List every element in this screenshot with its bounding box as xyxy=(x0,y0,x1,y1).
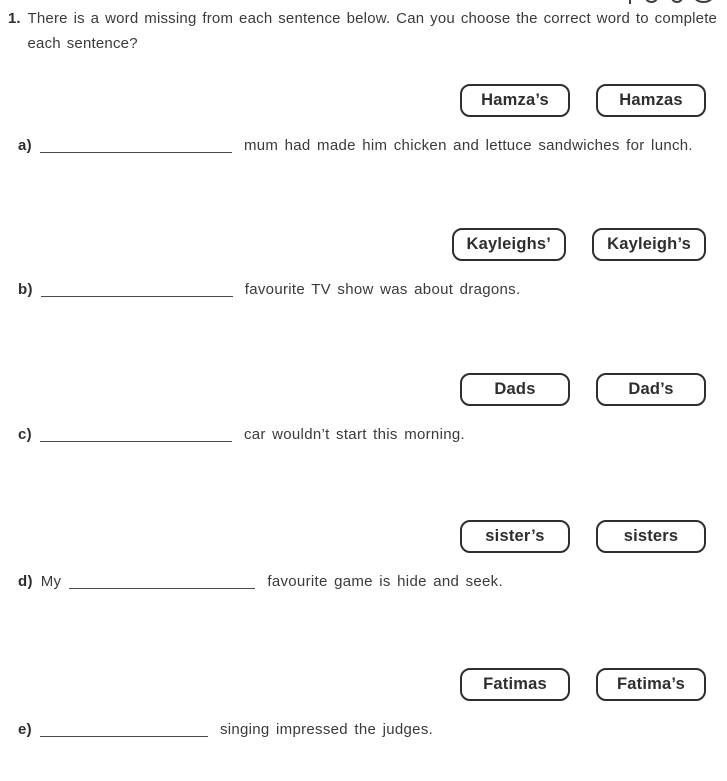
option-box-fatimas-possessive[interactable]: Fatima’s xyxy=(596,668,706,701)
option-box-sisters-possessive[interactable]: sister’s xyxy=(460,520,570,553)
sentence-line-a xyxy=(18,137,693,154)
option-group-d xyxy=(460,520,706,553)
sentence-text: singing impressed the judges. xyxy=(219,721,434,738)
option-group-b xyxy=(452,228,706,261)
answer-blank[interactable] xyxy=(40,735,208,737)
option-group-a xyxy=(460,84,706,117)
option-box-hamzas[interactable]: Hamzas xyxy=(596,84,706,117)
question-number: 1. xyxy=(8,10,21,27)
answer-blank[interactable] xyxy=(41,295,233,297)
question-item-d xyxy=(0,520,727,612)
option-group-e xyxy=(460,668,706,701)
answer-blank[interactable] xyxy=(40,440,232,442)
sentence-line-c xyxy=(18,426,465,443)
question-item-c xyxy=(0,373,727,465)
option-box-sisters[interactable]: sisters xyxy=(596,520,706,553)
option-group-c xyxy=(460,373,706,406)
item-letter: a) xyxy=(18,137,32,154)
option-box-fatimas[interactable]: Fatimas xyxy=(460,668,570,701)
cropped-glyph-artifact xyxy=(629,0,631,4)
question-item-b xyxy=(0,228,727,320)
item-letter: b) xyxy=(18,281,33,298)
answer-blank[interactable] xyxy=(40,151,232,153)
option-box-kayleighs-plural[interactable]: Kayleighs’ xyxy=(452,228,567,261)
sentence-line-b xyxy=(18,281,520,298)
item-letter: c) xyxy=(18,426,32,443)
cropped-glyph-artifact xyxy=(645,0,658,3)
item-letter: d) xyxy=(18,573,33,590)
question-item-a xyxy=(0,84,727,176)
sentence-prefix: My xyxy=(40,573,62,590)
answer-blank[interactable] xyxy=(69,587,255,589)
sentence-line-d xyxy=(18,573,503,590)
sentence-text: favourite game is hide and seek. xyxy=(267,573,503,590)
sentence-text: favourite TV show was about dragons. xyxy=(244,281,521,298)
option-box-dads[interactable]: Dads xyxy=(460,373,570,406)
question-item-e xyxy=(0,668,727,760)
question-header xyxy=(8,6,727,56)
cropped-glyph-artifact xyxy=(694,0,713,3)
question-text: There is a word missing from each sentence below. Can you choose the correct word to complete each sentence? xyxy=(27,10,718,52)
sentence-text: car wouldn’t start this morning. xyxy=(243,426,465,443)
sentence-text: mum had made him chicken and lettuce sandwiches for lunch. xyxy=(243,137,693,154)
cropped-glyph-artifact xyxy=(671,0,683,3)
sentence-line-e xyxy=(18,721,433,738)
option-box-dads-possessive[interactable]: Dad’s xyxy=(596,373,706,406)
option-box-hamzas-apostrophe[interactable]: Hamza’s xyxy=(460,84,570,117)
item-letter: e) xyxy=(18,721,32,738)
option-box-kayleighs-possessive[interactable]: Kayleigh’s xyxy=(592,228,706,261)
